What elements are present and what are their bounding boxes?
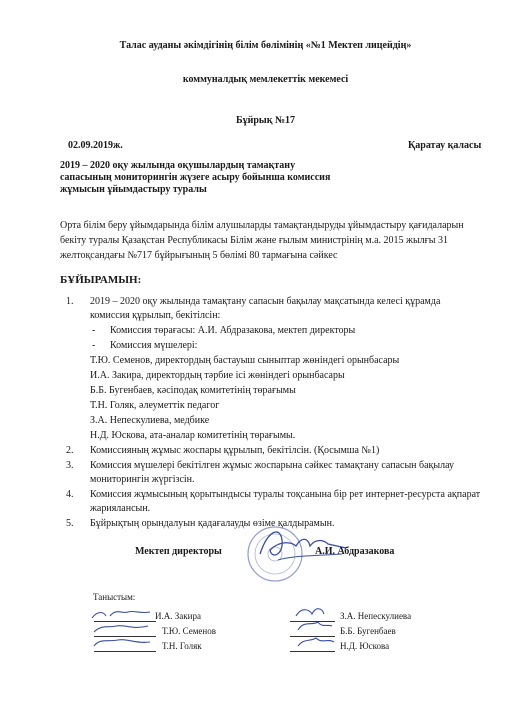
member: Б.Б. Бугенбаев, кәсіподақ комитетінің төрағымы — [90, 385, 296, 396]
members-label: Комиссия мүшелері: — [110, 340, 198, 351]
subject-line: 2019 – 2020 оқу жылында оқушылардың тамақтану — [60, 160, 296, 171]
subject-line: жұмысын ұйымдастыру туралы — [60, 184, 207, 195]
decree-heading: БҰЙЫРАМЫН: — [60, 274, 142, 286]
item-number: 2. — [66, 445, 74, 456]
institution-name: Талас ауданы әкімдігінің білім бөлімінің «№1 Мектеп лицейдің» — [119, 40, 412, 51]
signature-role: Мектеп директоры — [135, 546, 222, 557]
dash-bullet: - — [92, 325, 96, 336]
preamble-line: бекіту туралы Қазақстан Республикасы Білім және ғылым министрінің м.а. 2015 жылғы 31 — [60, 235, 448, 246]
item-text: Комиссияның жұмыс жоспары құрылып, бекітілсін. (Қосымша №1) — [90, 445, 380, 456]
item-text: Комиссия мүшелері бекітілген жұмыс жоспарына сәйкес тамақтану сапасын бақылау — [90, 460, 455, 471]
acquainted-name: Т.Н. Голяк — [162, 641, 202, 651]
acquainted-name: Б.Б. Бугенбаев — [340, 626, 396, 636]
signature-line — [290, 636, 335, 637]
member: З.А. Непескулиева, медбике — [90, 415, 210, 426]
item-text: Комиссия жұмысының қорытындысы туралы тоқсанына бір рет интернет-ресурста ақпарат — [90, 489, 481, 500]
item-text: жариялансын. — [90, 503, 151, 514]
signature-line — [94, 636, 156, 637]
dash-bullet: - — [92, 340, 96, 351]
member: Т.Н. Голяк, әлеуметтік педагог — [90, 400, 220, 411]
signature-line — [94, 651, 156, 652]
order-date: 02.09.2019ж. — [68, 140, 123, 151]
commission-chair: Комиссия төрағасы: А.И. Абдразакова, мектеп директоры — [110, 325, 356, 336]
item-number: 4. — [66, 489, 74, 500]
preamble-line: Орта білім беру ұйымдарында білім алушыларды тамақтандыруды ұйымдастыру қағидаларын — [60, 220, 464, 231]
item-text: 2019 – 2020 оқу жылында тамақтану сапасын бақылау мақсатында келесі құрамда — [90, 296, 441, 307]
acquainted-name: Н.Д. Юскова — [340, 641, 390, 651]
order-city: Қаратау қаласы — [408, 140, 482, 151]
institution-type: коммуналдық мемлекеттік мекемесі — [182, 74, 349, 85]
acquainted-name: И.А. Закира — [155, 611, 201, 621]
item-number: 1. — [66, 296, 74, 307]
item-number: 5. — [66, 518, 74, 529]
signature-line — [94, 621, 156, 622]
handwritten-signature — [88, 604, 163, 664]
member: И.А. Закира, директордың тәрбие ісі жөніндегі орынбасары — [90, 370, 345, 381]
item-text: комиссия құрылып, бекітілсін: — [90, 310, 221, 321]
acquainted-name: З.А. Непескулиева — [340, 611, 412, 621]
order-title: Бұйрық №17 — [235, 115, 296, 126]
signature-line — [290, 651, 335, 652]
acquainted-label: Таныстым: — [93, 592, 136, 602]
signature-line — [290, 621, 335, 622]
subject-line: сапасының мониторингін жүзеге асыру бойынша комиссия — [60, 172, 331, 183]
signature-name: А.И. Абдразакова — [315, 546, 395, 557]
acquainted-name: Т.Ю. Семенов — [162, 626, 216, 636]
preamble-line: желтоқсандағы №717 бұйрығының 5 бөлімі 80 тармағына сәйкес — [60, 250, 338, 261]
item-number: 3. — [66, 460, 74, 471]
member: Т.Ю. Семенов, директордың бастауыш сыныптар жөніндегі орынбасары — [90, 355, 400, 366]
member: Н.Д. Юскова, ата-аналар комитетінің төрағымы. — [90, 430, 296, 441]
item-text: мониторингін жүргізсін. — [90, 474, 195, 485]
item-text: Бұйрықтың орындалуын қадағалауды өзіме қалдырамын. — [90, 518, 335, 529]
